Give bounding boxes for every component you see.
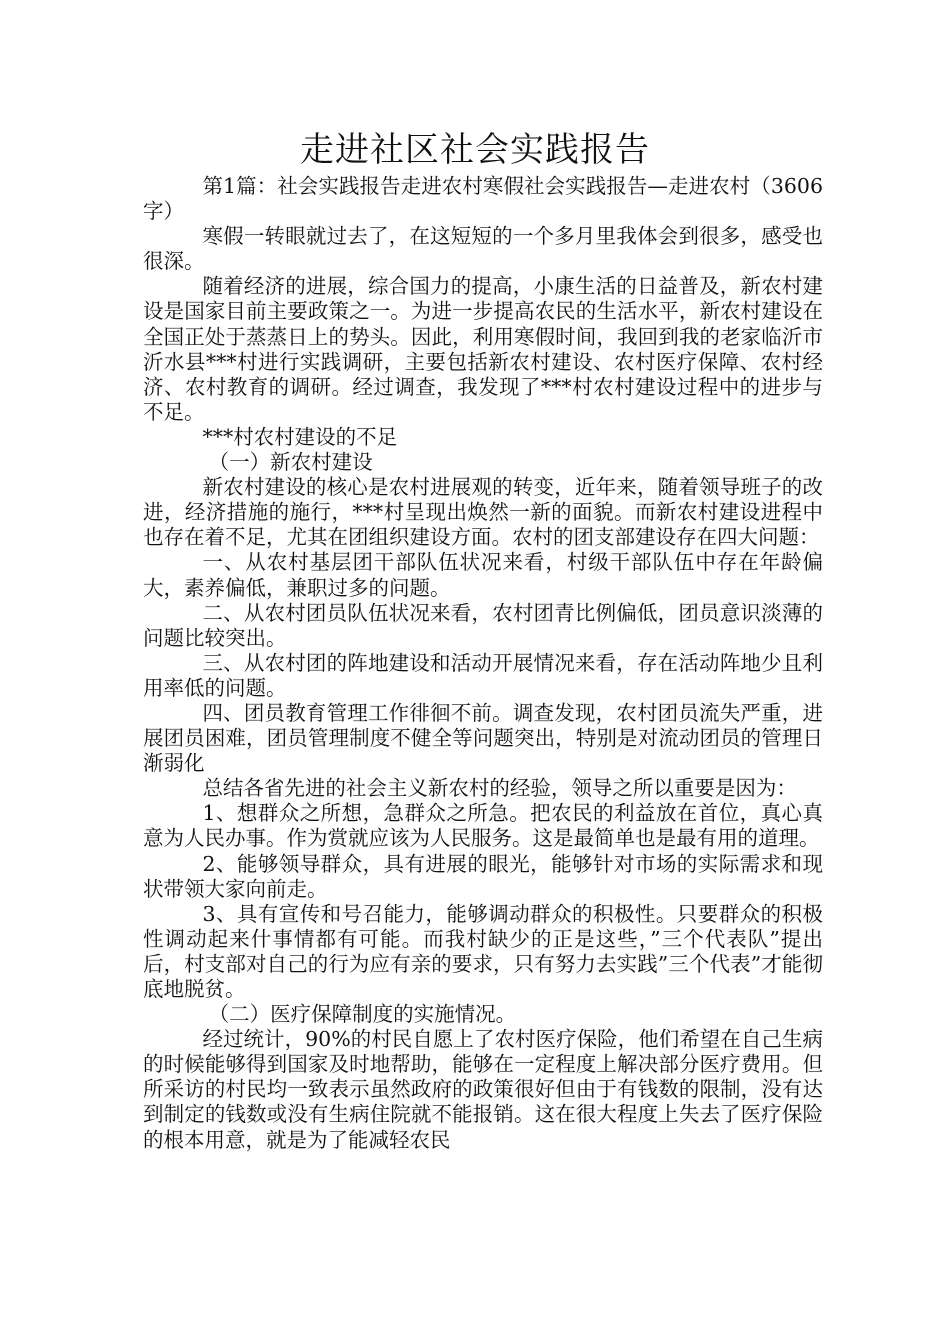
list-item-problem-1: 一、从农村基层团干部队伍状况来看，村级干部队伍中存在年龄偏大，素养偏低，兼职过多的问题。 xyxy=(143,550,823,600)
subsection-heading-medical: （二）医疗保障制度的实施情况。 xyxy=(208,1002,517,1027)
list-item-reason-3: 3、具有宣传和号召能力，能够调动群众的积极性。只要群众的积极性调动起来什事情都有可能。而我村缺少的正是这些，”三个代表队”提出后，村支部对自己的行为应有亲的要求，只有努力去实践”三个代表”才能彻底地脱贫。 xyxy=(143,901,823,1001)
list-item-reason-2: 2、能够领导群众，具有进展的眼光，能够针对市场的实际需求和现状带领大家向前走。 xyxy=(143,851,823,901)
paragraph-intro: 寒假一转眼就过去了，在这短短的一个多月里我体会到很多，感受也很深。 xyxy=(143,224,823,274)
paragraph-summary: 总结各省先进的社会主义新农村的经验，领导之所以重要是因为： xyxy=(202,776,797,801)
paragraph-medical: 经过统计，90%的村民自愿上了农村医疗保险，他们希望在自己生病的时候能够得到国家及时地帮助，能够在一定程度上解决部分医疗费用。但所采访的村民均一致表示虽然政府的政策很好但由于有钱数的限制，没有达到制定的钱数或没有生病住院就不能报销。这在很大程度上失去了医疗保险的根本用意，就是为了能减轻农民 xyxy=(143,1027,823,1152)
section-heading-shortcomings: ***村农村建设的不足 xyxy=(202,424,398,449)
document-title: 走进社区社会实践报告 xyxy=(300,130,650,170)
paragraph-article-heading: 第1篇：社会实践报告走进农村寒假社会实践报告—走进农村（3606字） xyxy=(143,174,823,224)
paragraph-new-village: 新农村建设的核心是农村进展观的转变，近年来，随着领导班子的改进，经济措施的施行，***村呈现出焕然一新的面貌。而新农村建设进程中也存在着不足，尤其在团组织建设方面。农村的团支部建设存在四大问题： xyxy=(143,475,823,550)
list-item-problem-4: 四、团员教育管理工作徘徊不前。调查发现，农村团员流失严重，进展团员困难，团员管理制度不健全等问题突出，特别是对流动团员的管理日渐弱化 xyxy=(143,700,823,776)
paragraph-background: 随着经济的进展，综合国力的提高，小康生活的日益普及，新农村建设是国家目前主要政策之一。为进一步提高农民的生活水平，新农村建设在全国正处于蒸蒸日上的势头。因此，利用寒假时间，我回到我的老家临沂市沂水县***村进行实践调研，主要包括新农村建设、农村医疗保障、农村经济、农村教育的调研。经过调查，我发现了***村农村建设过程中的进步与不足。 xyxy=(143,274,823,424)
list-item-reason-1: 1、想群众之所想，急群众之所急。把农民的利益放在首位，真心真意为人民办事。作为赏就应该为人民服务。这是最简单也是最有用的道理。 xyxy=(143,801,823,851)
subsection-heading-new-village: （一）新农村建设 xyxy=(208,450,373,475)
list-item-problem-2: 二、从农村团员队伍状况来看，农村团青比例偏低，团员意识淡薄的问题比较突出。 xyxy=(143,600,823,650)
list-item-problem-3: 三、从农村团的阵地建设和活动开展情况来看，存在活动阵地少且利用率低的问题。 xyxy=(143,650,823,700)
document-body xyxy=(143,174,823,1153)
